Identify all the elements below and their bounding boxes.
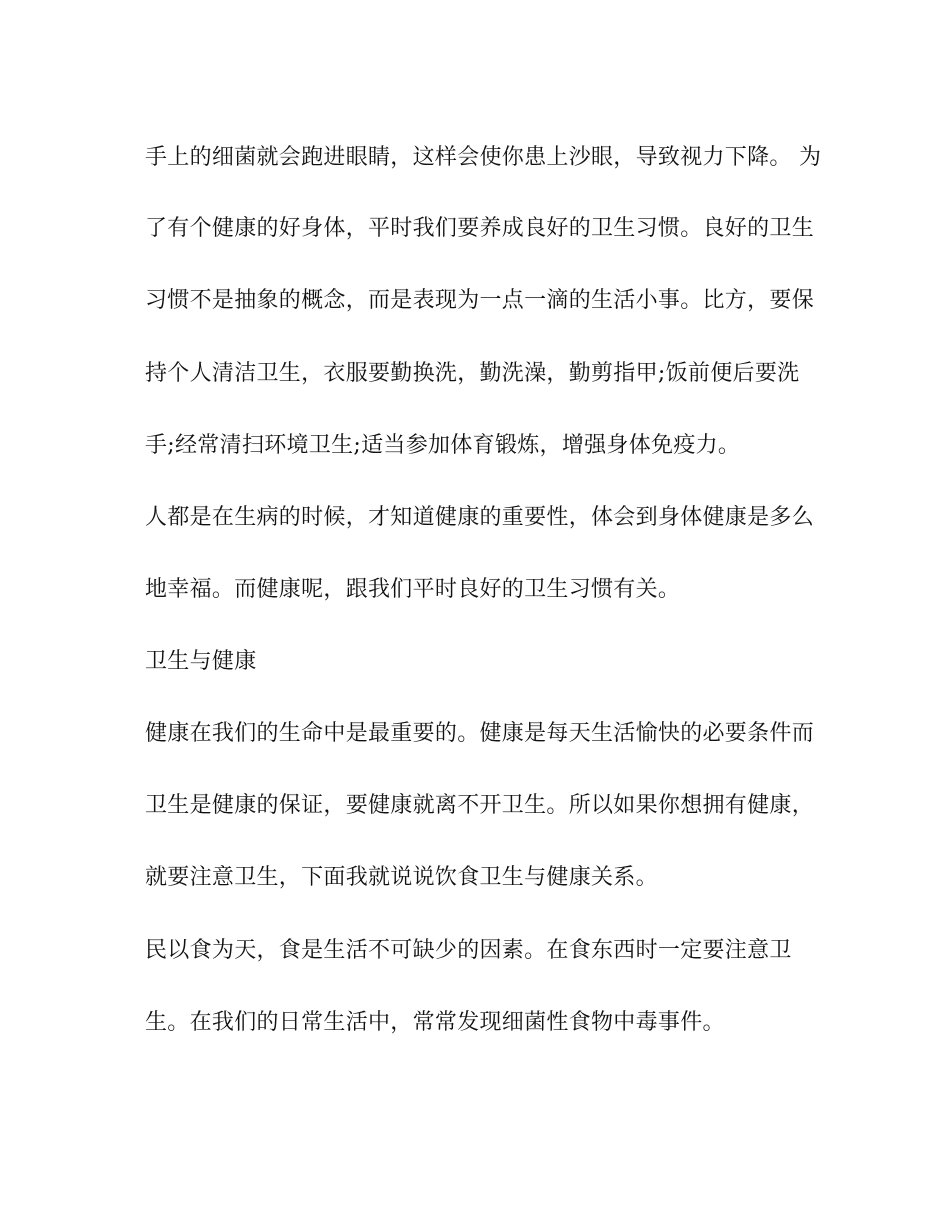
text-line: 生。在我们的日常生活中，常常发现细菌性食物中毒事件。: [145, 1010, 725, 1035]
text-line: 手;经常清扫环境卫生;适当参加体育锻炼，增强身体免疫力。: [145, 433, 741, 458]
text-line: 就要注意卫生，下面我就说说饮食卫生与健康关系。: [145, 865, 658, 890]
text-line: 持个人清洁卫生，衣服要勤换洗，勤洗澡，勤剪指甲;饭前便后要洗: [145, 361, 800, 386]
text-line: 习惯不是抽象的概念，而是表现为一点一滴的生活小事。比方，要保: [145, 288, 815, 313]
section-heading: 卫生与健康: [145, 649, 257, 674]
text-line: 手上的细菌就会跑进眼睛，这样会使你患上沙眼，导致视力下降。 为: [145, 145, 822, 170]
text-line: 民以食为天，食是生活不可缺少的因素。在食东西时一定要注意卫: [145, 938, 792, 963]
text-line: 了有个健康的好身体，平时我们要养成良好的卫生习惯。良好的卫生: [145, 216, 815, 241]
text-line: 地幸福。而健康呢，跟我们平时良好的卫生习惯有关。: [145, 577, 681, 602]
text-line: 卫生是健康的保证，要健康就离不开卫生。所以如果你想拥有健康，: [145, 793, 815, 818]
text-line: 健康在我们的生命中是最重要的。健康是每天生活愉快的必要条件而: [145, 721, 815, 746]
text-line: 人都是在生病的时候，才知道健康的重要性，体会到身体健康是多么: [145, 505, 815, 530]
